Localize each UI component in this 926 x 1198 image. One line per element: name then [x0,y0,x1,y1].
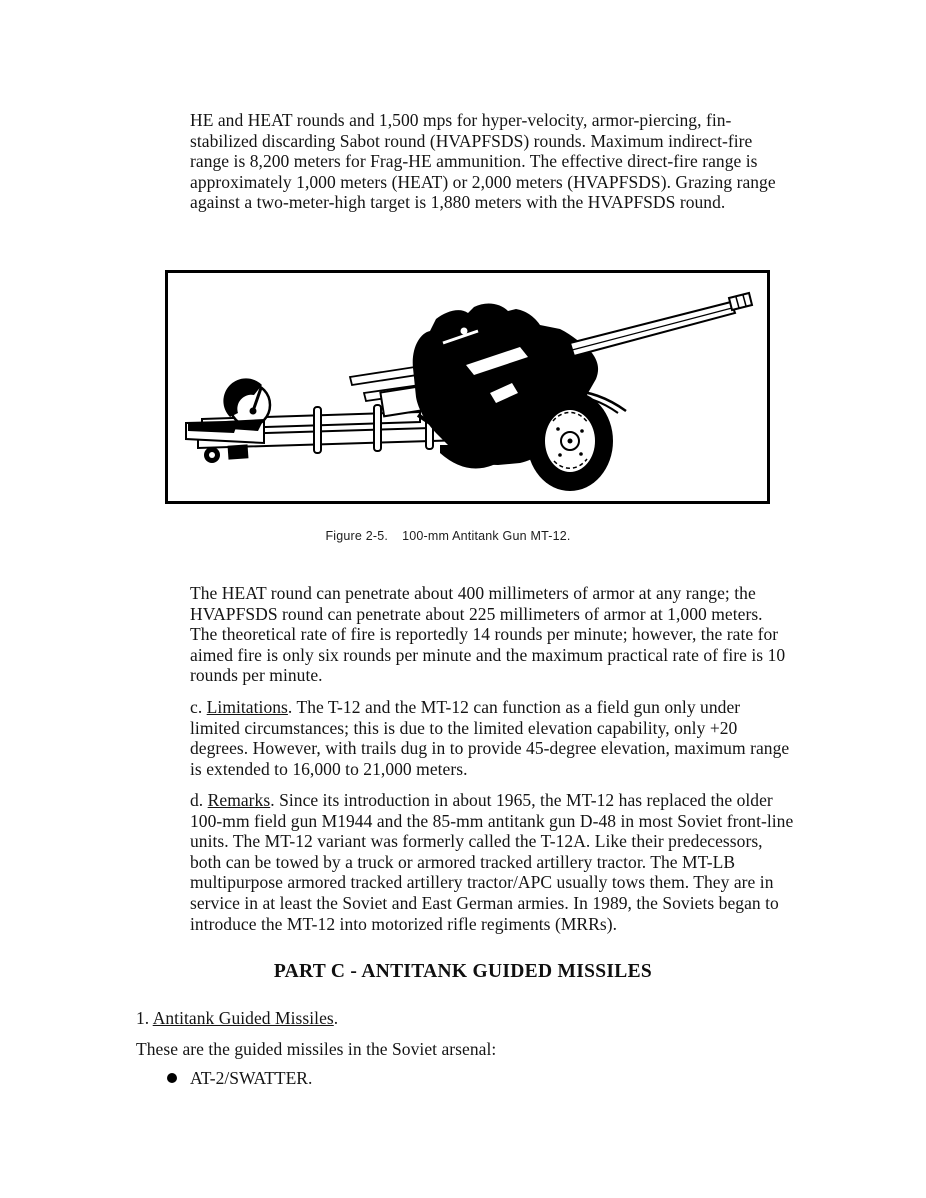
bullet-icon [167,1073,177,1083]
paragraph-penetration: The HEAT round can penetrate about 400 millimeters of armor at any range; the HVAPFSDS round can penetrate about 225 millimeters of armor at 1,000 meters. The theoretical rate of fire is reportedly 14 rounds per minute; however, the rate for aimed fire is only six rounds per minute and the maximum practical rate of fire is 10 rounds per minute. [190,583,786,686]
limitations-text: . The T-12 and the MT-12 can function as a field gun only under limited circumstances; this is due to the limited elevation capability, only +20 degrees. However, with trails dug in to provide 45-degree elevation, maximum range is extended to 16,000 to 21,000 meters. [190,697,790,779]
section-1-number: 1. [136,1008,153,1028]
remarks-prefix: d. [190,790,208,810]
remarks-label: Remarks [207,790,271,810]
section-1-period: . [333,1008,339,1028]
section-1-label: Antitank Guided Missiles [152,1008,334,1028]
list-item-at2-swatter [167,1068,312,1089]
figure-caption [0,529,896,543]
antitank-gun-illustration [168,273,767,501]
figure-caption-title: 100-mm Antitank Gun MT-12. [402,529,571,543]
figure-caption-label: Figure 2-5. [325,529,389,543]
paragraph-remarks [190,790,794,934]
figure-box [165,270,770,504]
arsenal-intro-line: These are the guided missiles in the Soviet arsenal: [136,1039,497,1059]
remarks-text: . Since its introduction in about 1965, the MT-12 has replaced the older 100-mm field gun M1944 and the 85-mm antitank gun D-48 in most Soviet front-line units. The MT-12 variant was formerly called the T-12A. Like their predecessors, both can be towed by a truck or armored tracked artillery tractor. The MT-LB multipurpose armored tracked artillery tractor/APC usually tows them. They are in service in at least the Soviet and East German armies. In 1989, the Soviets began to introduce the MT-12 into motorized rifle regiments (MRRs). [190,790,794,934]
section-1-heading [136,1008,796,1029]
limitations-label: Limitations [206,697,288,717]
paragraph-muzzle-velocity: HE and HEAT rounds and 1,500 mps for hyper-velocity, armor-piercing, fin-stabilized discarding Sabot round (HVAPFSDS) rounds. Maximum indirect-fire range is 8,200 meters for Frag-HE ammunition. The effective direct-fire range is approximately 1,000 meters (HEAT) or 2,000 meters (HVAPFSDS). Grazing range against a two-meter-high target is 1,880 meters with the HVAPFSDS round. [190,110,776,213]
part-c-heading: PART C - ANTITANK GUIDED MISSILES [273,961,653,982]
list-item-label: AT-2/SWATTER. [190,1068,313,1088]
limitations-prefix: c. [190,697,207,717]
paragraph-limitations [190,697,794,779]
